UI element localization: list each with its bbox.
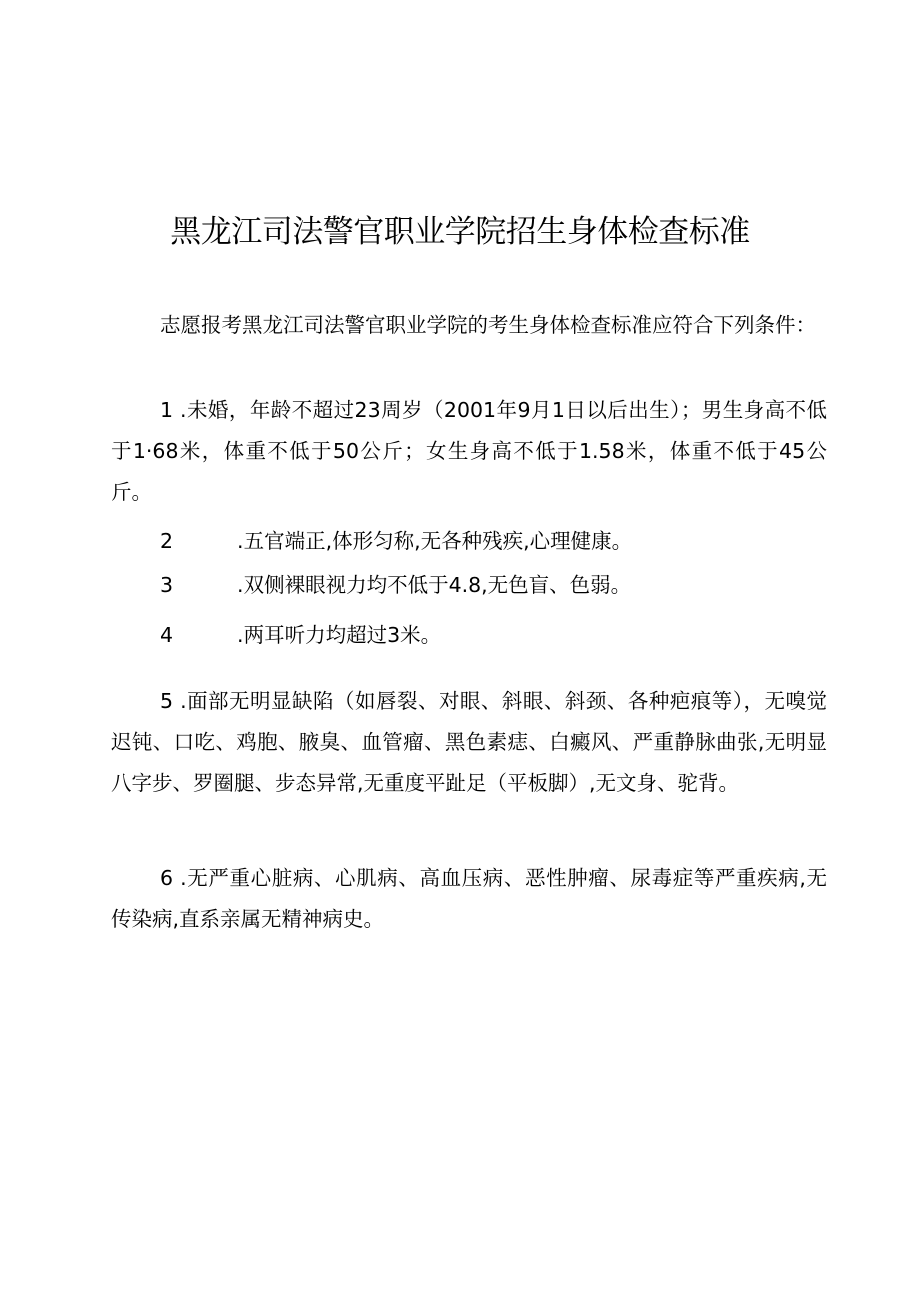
item-4 [160, 615, 876, 656]
item-6-number: 6 [160, 866, 174, 890]
item-1-number: 1 [160, 398, 174, 422]
document-title: 黑龙江司法警官职业学院招生身体检查标准 [170, 214, 750, 250]
intro-paragraph: 志愿报考黑龙江司法警官职业学院的考生身体检查标准应符合下列条件： [160, 313, 816, 337]
item-3-text: .双侧裸眼视力均不低于4.8,无色盲、色弱。 [237, 573, 632, 597]
item-3-number: 3 [160, 573, 174, 597]
item-3 [160, 565, 876, 606]
item-5-text: .面部无明显缺陷（如唇裂、对眼、斜眼、斜颈、各种疤痕等），无嗅觉迟钝、口吃、鸡胞、腋臭、血管瘤、黑色素痣、白癜风、严重静脉曲张,无明显八字步、罗圈腿、步态异常,无重度平趾足（平板脚）,无文身、驼背。 [111, 689, 827, 795]
item-4-number: 4 [160, 623, 174, 647]
item-5 [111, 681, 827, 804]
item-5-number: 5 [160, 689, 174, 713]
item-6 [111, 858, 827, 940]
item-2-number: 2 [160, 529, 174, 553]
item-1-text: .未婚，年龄不超过23周岁（2001年9月1日以后出生）；男生身高不低于1·68米，体重不低于50公斤；女生身高不低于1.58米，体重不低于45公斤。 [111, 398, 827, 504]
item-6-text: .无严重心脏病、心肌病、高血压病、恶性肿瘤、尿毒症等严重疾病,无传染病,直系亲属无精神病史。 [111, 866, 827, 931]
item-2 [160, 521, 876, 562]
item-4-text: .两耳听力均超过3米。 [237, 623, 442, 647]
item-2-text: .五官端正,体形匀称,无各种残疾,心理健康。 [237, 529, 633, 553]
item-1 [111, 390, 827, 513]
